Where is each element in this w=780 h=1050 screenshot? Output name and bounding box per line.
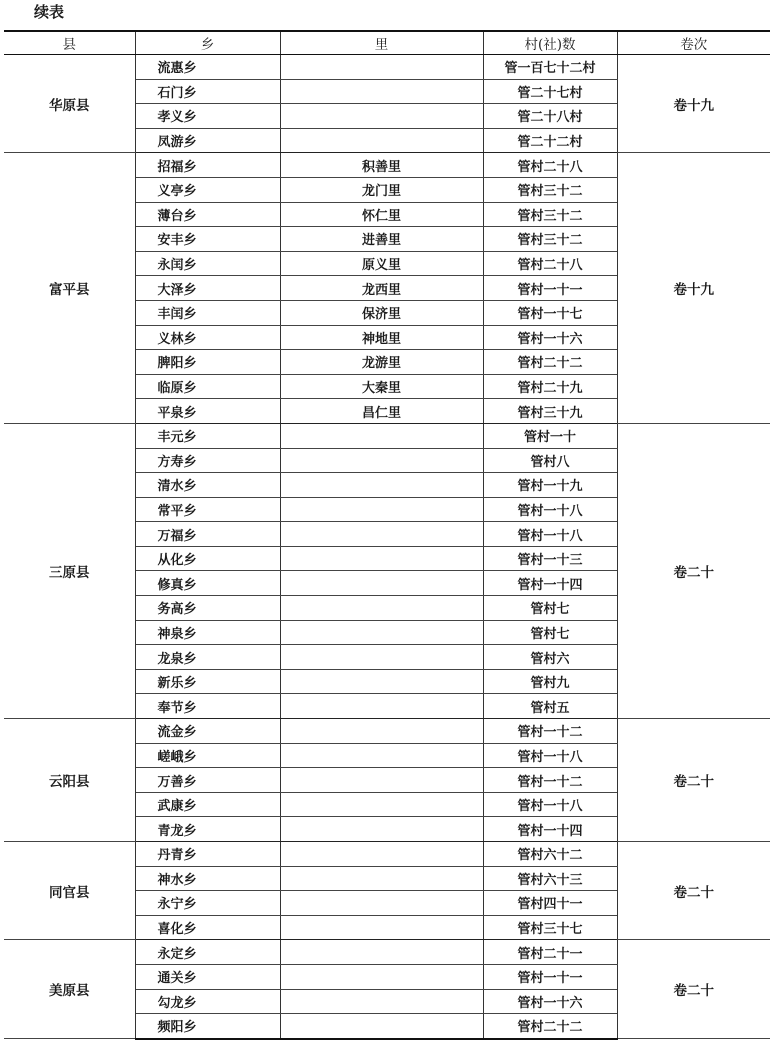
li-cell: 大秦里 xyxy=(280,374,483,399)
li-cell xyxy=(280,596,483,621)
cun-count-cell: 管一百七十二村 xyxy=(483,55,617,80)
li-cell xyxy=(280,940,483,965)
town-cell: 石门乡 xyxy=(135,79,280,104)
town-cell: 嵯峨乡 xyxy=(135,743,280,768)
town-cell: 流金乡 xyxy=(135,719,280,744)
li-cell xyxy=(280,891,483,916)
cun-count-cell: 管村七 xyxy=(483,596,617,621)
cun-count-cell: 管村一十三 xyxy=(483,546,617,571)
town-cell: 大泽乡 xyxy=(135,276,280,301)
town-cell: 方寿乡 xyxy=(135,448,280,473)
header-volume: 卷次 xyxy=(617,31,770,55)
cun-count-cell: 管二十二村 xyxy=(483,128,617,153)
town-cell: 丰元乡 xyxy=(135,423,280,448)
cun-count-cell: 管二十八村 xyxy=(483,104,617,129)
county-town-table xyxy=(4,30,770,1040)
town-cell: 喜化乡 xyxy=(135,915,280,940)
town-cell: 孝义乡 xyxy=(135,104,280,129)
table-row xyxy=(4,423,770,448)
li-cell xyxy=(280,842,483,867)
town-cell: 丹青乡 xyxy=(135,842,280,867)
cun-count-cell: 管村八 xyxy=(483,448,617,473)
li-cell xyxy=(280,768,483,793)
cun-count-cell: 管村六十三 xyxy=(483,866,617,891)
li-cell xyxy=(280,1014,483,1039)
volume-cell: 卷二十 xyxy=(617,842,770,940)
li-cell xyxy=(280,546,483,571)
li-cell xyxy=(280,694,483,719)
county-cell: 美原县 xyxy=(4,940,135,1039)
cun-count-cell: 管村一十二 xyxy=(483,719,617,744)
li-cell xyxy=(280,55,483,80)
cun-count-cell: 管村一十一 xyxy=(483,964,617,989)
li-cell xyxy=(280,817,483,842)
town-cell: 常平乡 xyxy=(135,497,280,522)
town-cell: 丰闰乡 xyxy=(135,300,280,325)
cun-count-cell: 管村二十一 xyxy=(483,940,617,965)
cun-count-cell: 管村一十六 xyxy=(483,325,617,350)
li-cell: 进善里 xyxy=(280,227,483,252)
county-cell: 同官县 xyxy=(4,842,135,940)
cun-count-cell: 管村七 xyxy=(483,620,617,645)
li-cell: 原义里 xyxy=(280,251,483,276)
town-cell: 义亭乡 xyxy=(135,177,280,202)
town-cell: 修真乡 xyxy=(135,571,280,596)
table-row xyxy=(4,153,770,178)
cun-count-cell: 管村五 xyxy=(483,694,617,719)
header-cun-count: 村(社)数 xyxy=(483,31,617,55)
cun-count-cell: 管村二十二 xyxy=(483,350,617,375)
town-cell: 龙泉乡 xyxy=(135,645,280,670)
li-cell xyxy=(280,571,483,596)
cun-count-cell: 管村一十一 xyxy=(483,276,617,301)
town-cell: 从化乡 xyxy=(135,546,280,571)
cun-count-cell: 管村三十九 xyxy=(483,399,617,424)
cun-count-cell: 管村六 xyxy=(483,645,617,670)
town-cell: 脾阳乡 xyxy=(135,350,280,375)
volume-cell: 卷十九 xyxy=(617,153,770,424)
town-cell: 招福乡 xyxy=(135,153,280,178)
cun-count-cell: 管村一十四 xyxy=(483,817,617,842)
volume-cell: 卷十九 xyxy=(617,55,770,153)
town-cell: 通关乡 xyxy=(135,964,280,989)
cun-count-cell: 管村四十一 xyxy=(483,891,617,916)
li-cell xyxy=(280,669,483,694)
li-cell: 龙门里 xyxy=(280,177,483,202)
cun-count-cell: 管二十七村 xyxy=(483,79,617,104)
cun-count-cell: 管村三十二 xyxy=(483,202,617,227)
town-cell: 奉节乡 xyxy=(135,694,280,719)
volume-cell: 卷二十 xyxy=(617,940,770,1039)
cun-count-cell: 管村二十九 xyxy=(483,374,617,399)
cun-count-cell: 管村一十六 xyxy=(483,989,617,1014)
cun-count-cell: 管村一十八 xyxy=(483,497,617,522)
li-cell xyxy=(280,497,483,522)
town-cell: 武康乡 xyxy=(135,792,280,817)
town-cell: 平泉乡 xyxy=(135,399,280,424)
town-cell: 流惠乡 xyxy=(135,55,280,80)
volume-cell: 卷二十 xyxy=(617,719,770,842)
town-cell: 神泉乡 xyxy=(135,620,280,645)
table-caption: 续表 xyxy=(34,3,65,21)
li-cell xyxy=(280,620,483,645)
county-cell: 富平县 xyxy=(4,153,135,424)
li-cell xyxy=(280,645,483,670)
county-cell: 云阳县 xyxy=(4,719,135,842)
li-cell: 保济里 xyxy=(280,300,483,325)
li-cell xyxy=(280,792,483,817)
cun-count-cell: 管村一十 xyxy=(483,423,617,448)
table-body xyxy=(4,55,770,1039)
town-cell: 安丰乡 xyxy=(135,227,280,252)
li-cell xyxy=(280,104,483,129)
header-town: 乡 xyxy=(135,31,280,55)
table-row xyxy=(4,55,770,80)
li-cell xyxy=(280,448,483,473)
li-cell: 神地里 xyxy=(280,325,483,350)
li-cell xyxy=(280,743,483,768)
county-cell: 三原县 xyxy=(4,423,135,718)
header-li: 里 xyxy=(280,31,483,55)
cun-count-cell: 管村三十二 xyxy=(483,227,617,252)
li-cell: 龙西里 xyxy=(280,276,483,301)
town-cell: 义林乡 xyxy=(135,325,280,350)
cun-count-cell: 管村一十九 xyxy=(483,473,617,498)
li-cell: 龙游里 xyxy=(280,350,483,375)
town-cell: 新乐乡 xyxy=(135,669,280,694)
li-cell: 积善里 xyxy=(280,153,483,178)
town-cell: 薄台乡 xyxy=(135,202,280,227)
cun-count-cell: 管村一十八 xyxy=(483,522,617,547)
town-cell: 勾龙乡 xyxy=(135,989,280,1014)
cun-count-cell: 管村二十八 xyxy=(483,251,617,276)
town-cell: 青龙乡 xyxy=(135,817,280,842)
town-cell: 神水乡 xyxy=(135,866,280,891)
li-cell: 昌仁里 xyxy=(280,399,483,424)
cun-count-cell: 管村六十二 xyxy=(483,842,617,867)
li-cell xyxy=(280,128,483,153)
li-cell xyxy=(280,423,483,448)
town-cell: 万福乡 xyxy=(135,522,280,547)
header-row xyxy=(4,31,770,55)
table-row xyxy=(4,940,770,965)
header-county: 县 xyxy=(4,31,135,55)
li-cell xyxy=(280,989,483,1014)
cun-count-cell: 管村二十八 xyxy=(483,153,617,178)
cun-count-cell: 管村一十七 xyxy=(483,300,617,325)
town-cell: 永闰乡 xyxy=(135,251,280,276)
town-cell: 清水乡 xyxy=(135,473,280,498)
town-cell: 务高乡 xyxy=(135,596,280,621)
li-cell xyxy=(280,964,483,989)
cun-count-cell: 管村一十八 xyxy=(483,792,617,817)
li-cell xyxy=(280,915,483,940)
table-row xyxy=(4,842,770,867)
county-cell: 华原县 xyxy=(4,55,135,153)
li-cell xyxy=(280,473,483,498)
town-cell: 凤游乡 xyxy=(135,128,280,153)
li-cell xyxy=(280,79,483,104)
cun-count-cell: 管村一十四 xyxy=(483,571,617,596)
town-cell: 频阳乡 xyxy=(135,1014,280,1039)
cun-count-cell: 管村一十二 xyxy=(483,768,617,793)
li-cell xyxy=(280,719,483,744)
town-cell: 万善乡 xyxy=(135,768,280,793)
li-cell xyxy=(280,866,483,891)
cun-count-cell: 管村三十二 xyxy=(483,177,617,202)
town-cell: 临原乡 xyxy=(135,374,280,399)
li-cell xyxy=(280,522,483,547)
town-cell: 永定乡 xyxy=(135,940,280,965)
cun-count-cell: 管村九 xyxy=(483,669,617,694)
town-cell: 永宁乡 xyxy=(135,891,280,916)
cun-count-cell: 管村三十七 xyxy=(483,915,617,940)
table-row xyxy=(4,719,770,744)
li-cell: 怀仁里 xyxy=(280,202,483,227)
cun-count-cell: 管村二十二 xyxy=(483,1014,617,1039)
volume-cell: 卷二十 xyxy=(617,423,770,718)
cun-count-cell: 管村一十八 xyxy=(483,743,617,768)
